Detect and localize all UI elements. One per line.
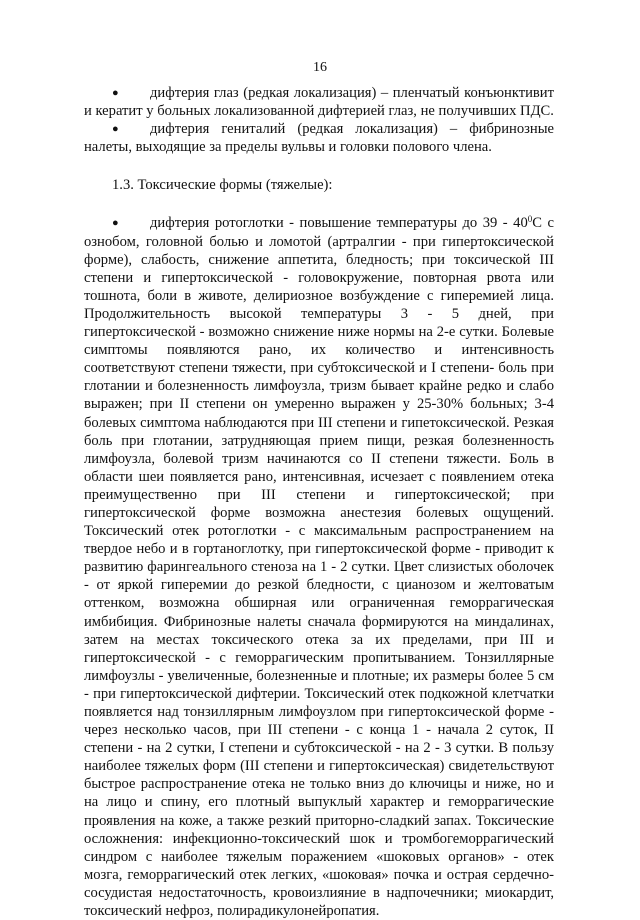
list-item-text: дифтерия гениталий (редкая локализация) – фибринозные налеты, выходящие за пределы вульвы и головки полового члена. [84,121,554,156]
list-item-text: дифтерия глаз (редкая локализация) – пленчатый конъюнктивит и кератит у больных локализованной дифтерией глаз, не получивших ПДС. [84,85,554,120]
bullet-icon: ● [112,87,119,99]
list-item-genital-diphtheria [84,120,554,156]
temperature-unit: С [532,215,543,232]
list-item-pharynx-diphtheria [84,214,554,920]
list-item-eye-diphtheria [84,84,554,120]
page-content [84,84,554,920]
main-item-lead: дифтерия ротоглотки - повышение температуры до 39 - 40 [150,215,528,232]
page-number: 16 [313,60,327,75]
section-heading: 1.3. Токсические формы (тяжелые): [112,177,333,194]
main-item-body: с ознобом, головной болью и ломотой (артралгии - при гипертоксической форме), слабость, снижение аппетита, бледность; при токсической III степени и гипертоксической - головокружение, повторная рвота или тошнота, боли в животе, делириозное возбуждение с гиперемией лица. Продолжительность высокой температуры 3 - 5 дней, при гипертоксической - возможно снижение ниже нормы на 2-е сутки. Болевые симптомы появляются рано, их количество и интенсивность соответствуют степени тяжести, при субтоксической и I степени- боль при глотании и болезненность лимфоузла, тризм бывает крайне редко и слабо выражен; при II степени он умеренно выражен у 25-30% больных; 3-4 болевых симптома наблюдаются при III степени и гипетоксической. Резкая боль при глотании, затрудняющая прием пищи, резкая болезненность лимфоузла, болевой тризм начинаются со II степени тяжести. Боль в области шеи появляется рано, интенсивная, исчезает с появлением отека преимущественно при III степени и гипертоксической; при гипертоксической форме возможна анестезия болевых ощущений. Токсический отек ротоглотки - с максимальным распространением на твердое небо и в гортаноглотку, при гипертоксической форме - приводит к развитию фарингеального стеноза на 1 - 2 сутки. Цвет слизистых оболочек - от яркой гиперемии до резкой бледности, с цианозом и желтоватым оттенком, возможна обширная или ограниченная геморрагическая имбибиция. Фибринозные налеты сначала формируются на миндалинах, затем на местах токсического отека за их пределами, при III и гипертоксической - с геморрагическим пропитыванием. Тонзиллярные лимфоузлы - увеличенные, болезненные и плотные; их размеры более 5 см - при гипертоксической дифтерии. Токсический отек подкожной клетчатки появляется над тонзиллярным лимфоузлом при гипертоксической форме - через несколько часов, при III степени - с конца 1 - начала 2 суток, II степени - на 2 сутки, I степени и субтоксической - на 2 - 3 сутки. В пользу наиболее тяжелых форм (III степени и гипертоксическая) свидетельствуют быстрое распространение отека не только вниз до ключицы и ниже, но и на лицо и спину, его плотный выпуклый характер и геморрагические проявления на коже, а также резкий приторно-сладкий запах. Токсические осложнения: инфекционно-токсический шок и тромбогеморрагический синдром с наиболее тяжелым поражением «шоковых органов» - отек мозга, геморрагический отек легких, «шоковая» почка и острая сердечно-сосудистая недостаточность, кровоизлияние в надпочечники; миокардит, токсический нефроз, полирадикулонейропатия. [84,215,554,920]
bullet-icon: ● [112,123,119,136]
degree-superscript: 0 [527,214,533,225]
bullet-icon: ● [112,217,119,230]
